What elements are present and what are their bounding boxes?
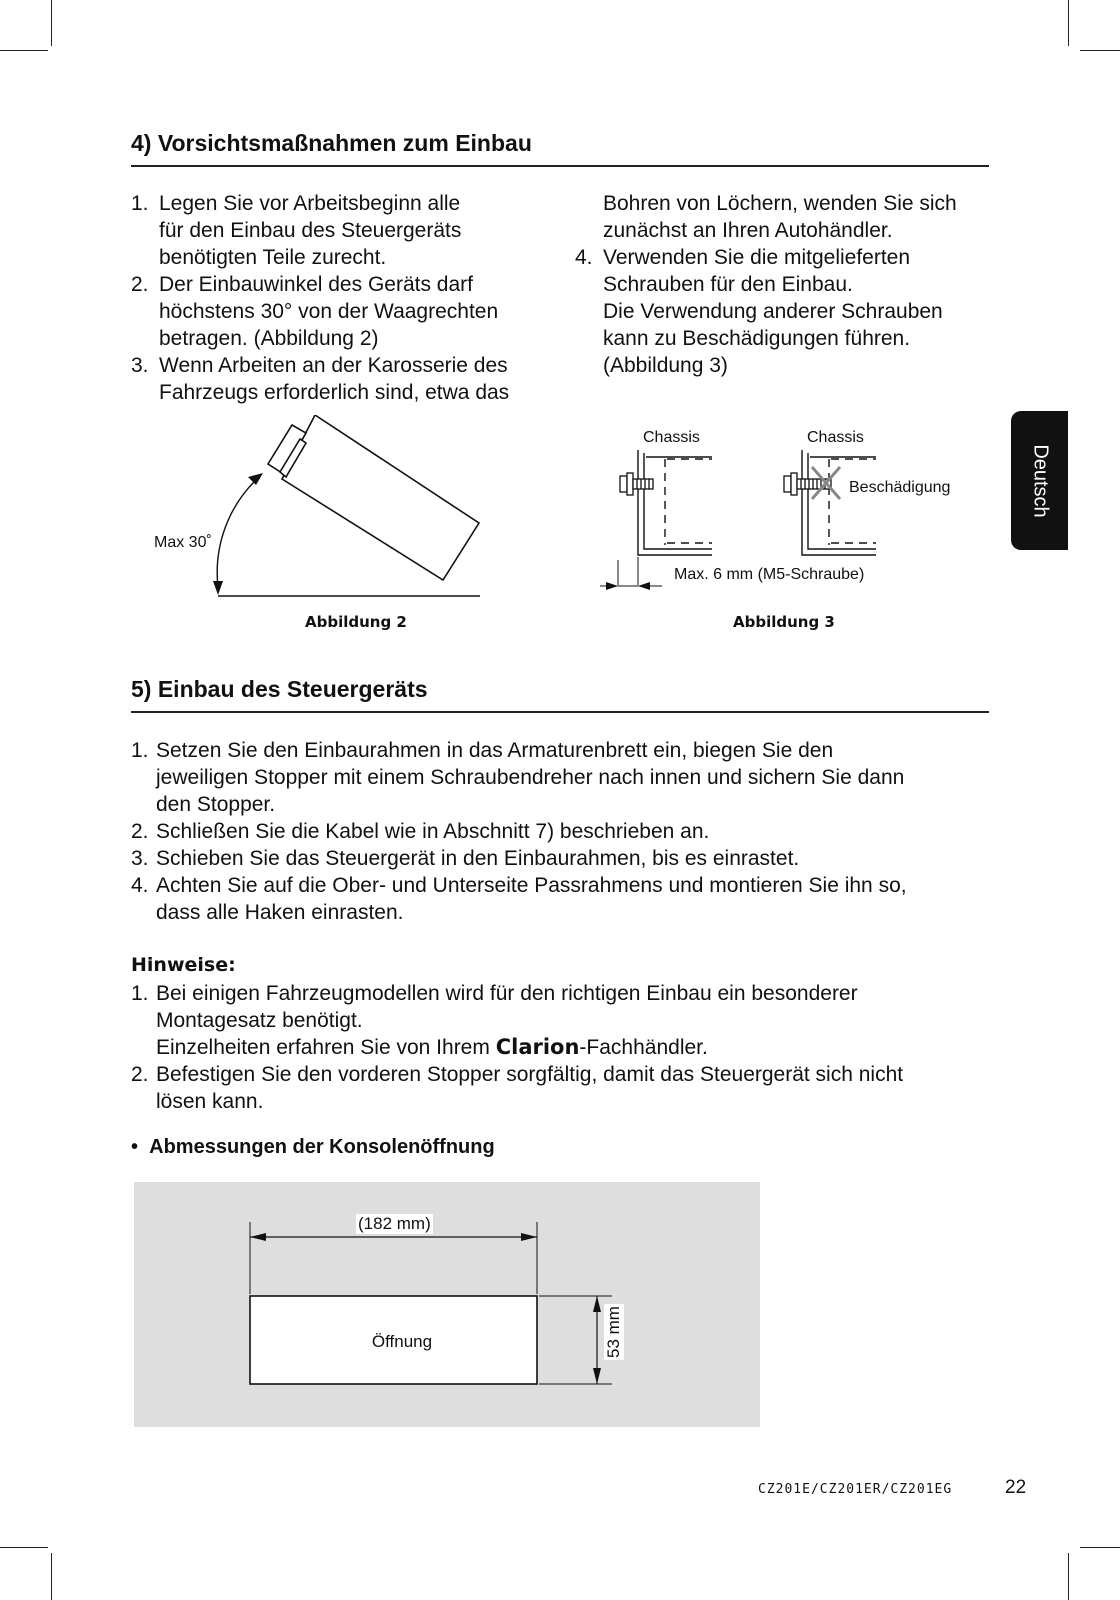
text-line: Bohren von Löchern, wenden Sie sich — [603, 192, 957, 215]
section-4-title: 4) Vorsichtsmaßnahmen zum Einbau — [131, 130, 532, 156]
language-tab — [1011, 411, 1068, 550]
item-number: 3. — [131, 354, 149, 377]
text-line: Schieben Sie das Steuergerät in den Einbaurahmen, bis es einrastet. — [156, 847, 800, 870]
section-4-right-column — [575, 190, 995, 379]
item-number: 2. — [131, 820, 149, 843]
section-4-rule — [131, 165, 989, 167]
section-5-title: 5) Einbau des Steuergeräts — [131, 676, 428, 702]
arrow-head-icon — [593, 1296, 601, 1312]
item-number: 4. — [575, 246, 593, 269]
arrow-head-icon — [521, 1233, 537, 1241]
text-line: Legen Sie vor Arbeitsbeginn alle — [159, 192, 461, 215]
crop-mark — [1080, 1547, 1120, 1548]
figure-3-chassis-right-label: Chassis — [807, 429, 864, 446]
section-5-steps — [131, 737, 1011, 926]
text-line: benötigten Teile zurecht. — [159, 246, 387, 269]
figure-3-chassis-left-label: Chassis — [643, 429, 700, 446]
note-number: 2. — [131, 1063, 149, 1086]
text-line: Achten Sie auf die Ober- und Unterseite Passrahmens und montieren Sie ihn so, — [156, 874, 907, 897]
opening-label: Öffnung — [371, 1332, 433, 1351]
list-item — [131, 271, 551, 352]
text-line: Fahrzeugs erforderlich sind, etwa das — [159, 381, 510, 404]
text-line: Montagesatz benötigt. — [156, 1009, 363, 1032]
note-number: 1. — [131, 982, 149, 1005]
device-body — [282, 415, 479, 580]
arrow-head-icon — [248, 473, 263, 485]
crop-mark — [0, 1547, 48, 1548]
item-number: 1. — [131, 192, 149, 215]
footer-model-number: CZ201E/CZ201ER/CZ201EG — [758, 1482, 953, 1497]
crop-mark — [51, 0, 52, 46]
item-number: 4. — [131, 874, 149, 897]
arrow-head-icon — [213, 581, 223, 595]
list-item — [131, 872, 1011, 926]
chassis-right-outer — [802, 450, 876, 555]
text-line: jeweiligen Stopper mit einem Schraubendreher nach innen und sichern Sie dann — [156, 766, 905, 789]
section-4-right-list — [575, 244, 995, 379]
text-line: dass alle Haken einrasten. — [156, 901, 404, 924]
section-4-left-list — [131, 190, 551, 406]
console-opening-diagram — [134, 1182, 760, 1427]
section-5-rule — [131, 711, 989, 713]
section-4-item-3-continued — [575, 190, 995, 244]
text-line: Schließen Sie die Kabel wie in Abschnitt 7) beschrieben an. — [156, 820, 710, 843]
item-number: 2. — [131, 273, 149, 296]
text-line: kann zu Beschädigungen führen. — [603, 327, 911, 350]
figure-3-damage-label: Beschädigung — [849, 479, 951, 496]
figure-3-max-label: Max. 6 mm (M5-Schraube) — [674, 566, 865, 583]
arrow-head-icon — [638, 582, 650, 590]
item-number: 1. — [131, 739, 149, 762]
arrow-head-icon — [606, 582, 618, 590]
text-fragment: Einzelheiten erfahren Sie von Ihrem — [156, 1036, 496, 1059]
text-line: Setzen Sie den Einbaurahmen in das Armaturenbrett ein, biegen Sie den — [156, 739, 834, 762]
list-item — [131, 190, 551, 271]
arrow-head-icon — [250, 1233, 266, 1241]
dimensions-heading-text: Abmessungen der Konsolenöffnung — [149, 1136, 495, 1158]
text-line: den Stopper. — [156, 793, 276, 816]
text-line — [156, 1034, 1011, 1061]
text-line: Der Einbauwinkel des Geräts darf — [159, 273, 473, 296]
page-number: 22 — [1005, 1477, 1027, 1498]
height-label: 53 mm — [604, 1306, 623, 1358]
console-opening-panel — [134, 1182, 760, 1427]
figure-2-angle-label: Max 30˚ — [154, 534, 212, 551]
figure-2-angle-diagram — [140, 415, 500, 615]
notes-list — [131, 980, 1011, 1115]
text-line: Bei einigen Fahrzeugmodellen wird für den richtigen Einbau ein besonderer — [156, 982, 858, 1005]
text-line: Wenn Arbeiten an der Karosserie des — [159, 354, 508, 377]
angle-arc — [217, 478, 258, 587]
figure-3-caption: Abbildung 3 — [733, 613, 835, 631]
crop-mark — [0, 50, 48, 51]
text-line: zunächst an Ihren Autohändler. — [603, 219, 893, 242]
crop-mark — [51, 1553, 52, 1600]
text-line: lösen kann. — [156, 1090, 264, 1113]
screw-short-icon — [620, 473, 653, 495]
text-line: Schrauben für den Einbau. — [603, 273, 853, 296]
chassis-left-inner — [644, 453, 712, 549]
item-number: 3. — [131, 847, 149, 870]
dimensions-heading — [131, 1136, 495, 1159]
section-4-left-column — [131, 190, 551, 406]
note-item — [131, 980, 1011, 1061]
crop-mark — [1068, 0, 1069, 46]
list-item — [575, 244, 995, 379]
bullet-icon: • — [131, 1136, 139, 1158]
width-label: (182 mm) — [358, 1214, 431, 1233]
list-item — [131, 845, 1011, 872]
list-item — [131, 352, 551, 406]
brand-name: Clarion — [495, 1035, 580, 1059]
list-item — [131, 737, 1011, 818]
text-line: Die Verwendung anderer Schrauben — [603, 300, 943, 323]
crop-mark — [1080, 50, 1120, 51]
language-tab-label: Deutsch — [1029, 443, 1051, 518]
text-fragment: -Fachhändler. — [579, 1036, 708, 1059]
notes-title: Hinweise: — [131, 954, 236, 976]
chassis-left-outer — [638, 450, 712, 555]
note-item — [131, 1061, 1011, 1115]
figure-2-caption: Abbildung 2 — [305, 613, 407, 631]
text-line: Befestigen Sie den vorderen Stopper sorgfältig, damit das Steuergerät sich nicht — [156, 1063, 904, 1086]
chassis-right-inner — [808, 453, 876, 549]
text-line: betragen. (Abbildung 2) — [159, 327, 379, 350]
installation-steps-list — [131, 737, 1011, 926]
list-item — [131, 818, 1011, 845]
text-line: (Abbildung 3) — [603, 354, 728, 377]
arrow-head-icon — [593, 1368, 601, 1384]
text-line: für den Einbau des Steuergeräts — [159, 219, 462, 242]
text-line: höchstens 30° von der Waagrechten — [159, 300, 499, 323]
text-line: Verwenden Sie die mitgelieferten — [603, 246, 911, 269]
crop-mark — [1068, 1553, 1069, 1600]
notes-ordered-list — [131, 980, 1011, 1115]
